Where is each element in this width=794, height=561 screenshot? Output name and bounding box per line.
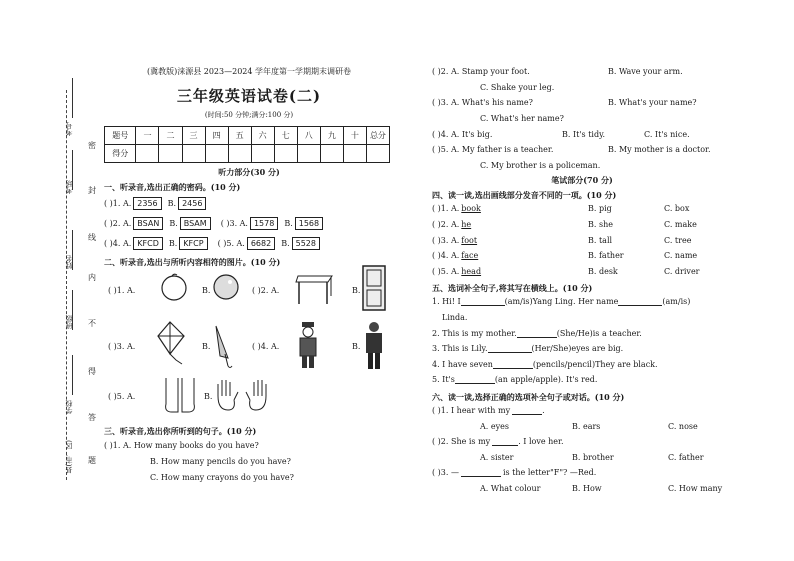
answer-blank[interactable] xyxy=(618,297,662,306)
part5-s1-cont: Linda. xyxy=(442,313,468,323)
part3-q4-option-a[interactable]: ( )4. A. It's big. xyxy=(432,129,493,139)
option-a[interactable]: face xyxy=(461,251,479,261)
score-header-row xyxy=(105,127,390,145)
picture-row xyxy=(104,376,394,422)
exam-room-blank[interactable] xyxy=(72,150,73,190)
answer-blank[interactable] xyxy=(517,329,557,338)
question-number: ( )5. A. xyxy=(217,238,245,248)
sentence-text: 3. This is Lily. xyxy=(432,344,488,354)
option-b-label: B. xyxy=(169,218,178,228)
seal-char: 线 xyxy=(88,233,96,242)
question-text: is the letter"F"? —Red. xyxy=(502,468,597,478)
score-input-cell[interactable] xyxy=(320,145,343,163)
part5-s3 xyxy=(432,341,732,357)
option-a[interactable]: A. eyes xyxy=(480,421,509,431)
name-blank[interactable] xyxy=(72,230,73,270)
option-b[interactable]: B. ears xyxy=(572,421,601,431)
exam-number-blank[interactable] xyxy=(72,78,73,118)
score-input-cell[interactable] xyxy=(343,145,366,163)
option-b[interactable]: B. brother xyxy=(572,452,614,462)
option-c[interactable]: C. driver xyxy=(664,266,700,276)
sentence-text: (am/is) xyxy=(662,297,691,307)
score-input-cell[interactable] xyxy=(297,145,320,163)
question-number: ( )2. A. xyxy=(104,218,132,228)
question-text: . I love her. xyxy=(518,437,564,447)
class-blank[interactable] xyxy=(72,290,73,330)
option-a[interactable]: A. sister xyxy=(480,452,514,462)
part3-title: 三、听录音,选出你所听到的句子。(10 分) xyxy=(104,426,257,436)
score-input-cell[interactable] xyxy=(159,145,182,163)
part3-q2-option-c[interactable]: C. Shake your leg. xyxy=(480,82,555,92)
answer-blank[interactable] xyxy=(512,406,542,415)
part6-q2 xyxy=(432,434,732,450)
part2-title: 二、听录音,选出与所听内容相符的图片。(10 分) xyxy=(104,257,281,267)
option-a[interactable]: A. What colour xyxy=(480,483,541,493)
option-a[interactable]: he xyxy=(461,220,472,230)
man-icon[interactable] xyxy=(360,320,388,372)
feet-icon[interactable] xyxy=(160,376,200,418)
seal-char: 不 xyxy=(88,319,96,328)
sentence-text: (an apple/apple). It's red. xyxy=(494,375,598,385)
part5-s5 xyxy=(432,372,732,388)
score-cell: 三 xyxy=(182,127,205,145)
score-table xyxy=(104,126,390,163)
sentence-text: 1. Hi! I xyxy=(432,297,461,307)
exam-number-label: 考号 xyxy=(65,122,73,136)
score-input-cell[interactable] xyxy=(228,145,251,163)
part6-q1-options xyxy=(432,418,732,434)
score-input-cell[interactable] xyxy=(182,145,205,163)
score-cell: 九 xyxy=(320,127,343,145)
option-b[interactable]: B. desk xyxy=(588,266,618,276)
option-a[interactable]: 1578 xyxy=(250,217,278,230)
binding-strip xyxy=(0,0,100,561)
option-c[interactable]: C. How many xyxy=(668,483,723,493)
option-b[interactable]: B. pig xyxy=(588,204,612,214)
class-label: 班级 xyxy=(65,315,73,329)
source-line: (冀教版)涞源县 2023—2024 学年度第一学期期末调研卷 xyxy=(146,67,352,76)
part3-q2 xyxy=(432,64,732,80)
part1-row xyxy=(104,233,394,253)
score-row-label: 得分 xyxy=(105,145,136,163)
option-b[interactable]: KFCP xyxy=(179,237,207,250)
option-b-label: B. xyxy=(281,238,290,248)
option-b[interactable]: B. How xyxy=(572,483,602,493)
option-b-label: B. xyxy=(168,238,178,248)
score-cell: 六 xyxy=(251,127,274,145)
question-number: ( )2. A. xyxy=(432,220,460,230)
part1-title: 一、听录音,选出正确的密码。(10 分) xyxy=(104,182,241,192)
score-cell: 一 xyxy=(136,127,159,145)
part3-q4-option-b[interactable]: B. It's tidy. xyxy=(562,129,606,139)
question-number: ( )1. A. xyxy=(104,198,132,208)
question-number: ( )4. A. xyxy=(432,251,460,261)
question-text: ( )3. — xyxy=(432,468,459,478)
score-cell: 八 xyxy=(297,127,320,145)
part5-s4 xyxy=(432,357,732,373)
option-a[interactable]: KFCD xyxy=(133,237,163,250)
part3-q1-option-b[interactable]: B. How many pencils do you have? xyxy=(150,456,291,466)
question-number: ( )3. A. xyxy=(220,218,248,228)
part3-q4-option-c[interactable]: C. It's nice. xyxy=(644,129,690,139)
seal-char: 封 xyxy=(88,186,96,195)
seal-line xyxy=(66,90,67,480)
answer-blank[interactable] xyxy=(493,360,533,369)
part3-q3-option-a[interactable]: ( )3. A. What's his name? xyxy=(432,98,533,108)
score-input-cell[interactable] xyxy=(251,145,274,163)
part4-row xyxy=(432,201,732,217)
ball-icon[interactable] xyxy=(212,272,240,302)
option-b[interactable]: 1568 xyxy=(295,217,323,230)
part3-q2-option-b[interactable]: B. Wave your arm. xyxy=(608,67,683,77)
question-number: ( )1. A. xyxy=(108,286,136,295)
answer-blank[interactable] xyxy=(488,344,532,353)
score-value-row xyxy=(105,145,390,163)
option-a[interactable]: head xyxy=(461,266,482,276)
option-b-label: B. xyxy=(352,342,361,351)
question-number: ( )4. A. xyxy=(252,342,280,351)
answer-blank[interactable] xyxy=(492,437,518,446)
option-c[interactable]: C. box xyxy=(664,204,690,214)
part3-q3-option-b[interactable]: B. What's your name? xyxy=(608,98,697,108)
sentence-text: (She/He)is a teacher. xyxy=(556,328,642,338)
question-number: ( )3. A. xyxy=(432,235,460,245)
option-c[interactable]: C. father xyxy=(668,452,704,462)
question-number: ( )4. A. xyxy=(104,238,132,248)
option-c[interactable]: C. make xyxy=(664,220,697,230)
score-input-cell[interactable] xyxy=(274,145,297,163)
score-cell: 五 xyxy=(228,127,251,145)
page-title: 三年级英语试卷(二) xyxy=(176,87,322,105)
option-b[interactable]: B. tall xyxy=(588,235,613,245)
option-b-label: B. xyxy=(352,286,361,295)
option-b[interactable]: 5528 xyxy=(292,237,320,250)
part4-row xyxy=(432,232,732,248)
option-b-label: B. xyxy=(202,342,211,351)
picture-row xyxy=(104,268,394,320)
option-a[interactable]: foot xyxy=(461,235,478,245)
school-label: 学校 xyxy=(65,400,73,414)
part3-q3 xyxy=(432,95,732,111)
question-number: ( )2. A. xyxy=(252,286,280,295)
name-label: 姓名 xyxy=(65,255,73,269)
question-number: ( )5. A. xyxy=(108,392,136,401)
answer-blank[interactable] xyxy=(461,297,505,306)
sentence-text: (pencils/pencil)They are black. xyxy=(532,359,658,369)
sentence-text: 4. I have seven xyxy=(432,359,493,369)
part5-title: 五、选词补全句子,将其写在横线上。(10 分) xyxy=(432,283,593,294)
option-c[interactable]: C. nose xyxy=(668,421,698,431)
exam-room-label: 考场 xyxy=(65,180,73,194)
score-cell: 四 xyxy=(205,127,228,145)
option-b-label: B. xyxy=(167,198,177,208)
option-c[interactable]: C. name xyxy=(664,251,698,261)
part4-row xyxy=(432,248,732,264)
part5-s1 xyxy=(432,294,732,310)
sentence-text: (am/is)Yang Ling. Her name xyxy=(504,297,619,307)
picture-row xyxy=(104,320,394,376)
orange-icon[interactable] xyxy=(160,272,188,302)
option-a[interactable]: 6682 xyxy=(247,237,275,250)
part6-q3 xyxy=(432,465,732,481)
county-label: 县(市、区) xyxy=(65,440,73,474)
part3-q1-option-c[interactable]: C. How many crayons do you have? xyxy=(150,472,294,482)
option-c[interactable]: C. tree xyxy=(664,235,692,245)
hands-icon[interactable] xyxy=(214,376,270,416)
score-cell: 七 xyxy=(274,127,297,145)
question-text: ( )2. She is my xyxy=(432,437,491,447)
part3-q1: ( )1. A. How many books do you have? xyxy=(104,440,259,450)
answer-blank[interactable] xyxy=(461,468,501,477)
sentence-text: 5. It's xyxy=(432,375,455,385)
question-text: ( )1. I hear with my xyxy=(432,405,511,415)
option-b-label: B. xyxy=(204,392,213,401)
answer-blank[interactable] xyxy=(455,375,495,384)
seal-char: 题 xyxy=(88,456,96,465)
option-b[interactable]: B. she xyxy=(588,220,613,230)
score-cell: 总分 xyxy=(366,127,389,145)
score-cell: 二 xyxy=(159,127,182,145)
score-cell: 十 xyxy=(343,127,366,145)
part4-row xyxy=(432,217,732,233)
part3-q3-option-c[interactable]: C. What's her name? xyxy=(480,114,564,124)
score-input-cell[interactable] xyxy=(205,145,228,163)
option-b[interactable]: BSAM xyxy=(180,217,211,230)
score-cell: 题号 xyxy=(105,127,136,145)
part3-q5-option-a[interactable]: ( )5. A. My father is a teacher. xyxy=(432,145,554,155)
part3-q5-option-b[interactable]: B. My mother is a doctor. xyxy=(608,145,711,155)
part6-q1: ( )1. I hear with my . xyxy=(432,405,545,415)
question-number: ( )3. A. xyxy=(108,342,136,351)
written-heading: 笔试部分(70 分) xyxy=(551,175,613,186)
part3-q4 xyxy=(432,126,732,142)
exam-info: (时间:50 分钟;满分:100 分) xyxy=(204,111,294,119)
option-b-label: B. xyxy=(202,286,211,295)
policeman-icon[interactable] xyxy=(294,320,322,370)
table-icon[interactable] xyxy=(294,268,336,308)
part1-row xyxy=(104,213,394,233)
part3-q5-option-c[interactable]: C. My brother is a policeman. xyxy=(480,160,601,170)
left-column xyxy=(104,64,394,485)
part3-q2-option-a[interactable]: ( )2. A. Stamp your foot. xyxy=(432,67,530,77)
part3-q5 xyxy=(432,142,732,158)
listening-heading: 听力部分(30 分) xyxy=(218,167,280,177)
part6-title: 六、读一读,选择正确的选项补全句子或对话。(10 分) xyxy=(432,391,625,402)
part6-q3-options xyxy=(432,481,732,497)
option-a[interactable]: book xyxy=(461,204,481,214)
kite-icon[interactable] xyxy=(156,320,190,370)
seal-char: 内 xyxy=(88,273,96,282)
option-b[interactable]: 2456 xyxy=(178,197,206,210)
part5-s2 xyxy=(432,325,732,341)
option-b-label: B. xyxy=(284,218,293,228)
score-input-cell[interactable] xyxy=(136,145,159,163)
sentence-text: (Her/She)eyes are big. xyxy=(531,344,624,354)
right-column xyxy=(432,64,732,496)
part6-q2-options xyxy=(432,449,732,465)
school-blank[interactable] xyxy=(72,355,73,395)
door-icon[interactable] xyxy=(360,264,388,312)
seal-char: 密 xyxy=(88,141,96,150)
seal-char: 得 xyxy=(88,367,96,376)
option-a[interactable]: BSAN xyxy=(133,217,163,230)
sentence-text: 2. This is my mother. xyxy=(432,328,517,338)
score-input-cell[interactable] xyxy=(366,145,389,163)
question-number: ( )1. A. xyxy=(432,204,460,214)
option-b[interactable]: B. father xyxy=(588,251,624,261)
part1-row xyxy=(104,193,394,213)
option-a[interactable]: 2356 xyxy=(133,197,161,210)
question-number: ( )5. A. xyxy=(432,266,460,276)
part4-title: 四、读一读,选出画线部分发音不同的一项。(10 分) xyxy=(432,190,617,201)
seal-char: 答 xyxy=(88,413,96,422)
part4-row xyxy=(432,264,732,280)
umbrella-icon[interactable] xyxy=(210,322,236,370)
